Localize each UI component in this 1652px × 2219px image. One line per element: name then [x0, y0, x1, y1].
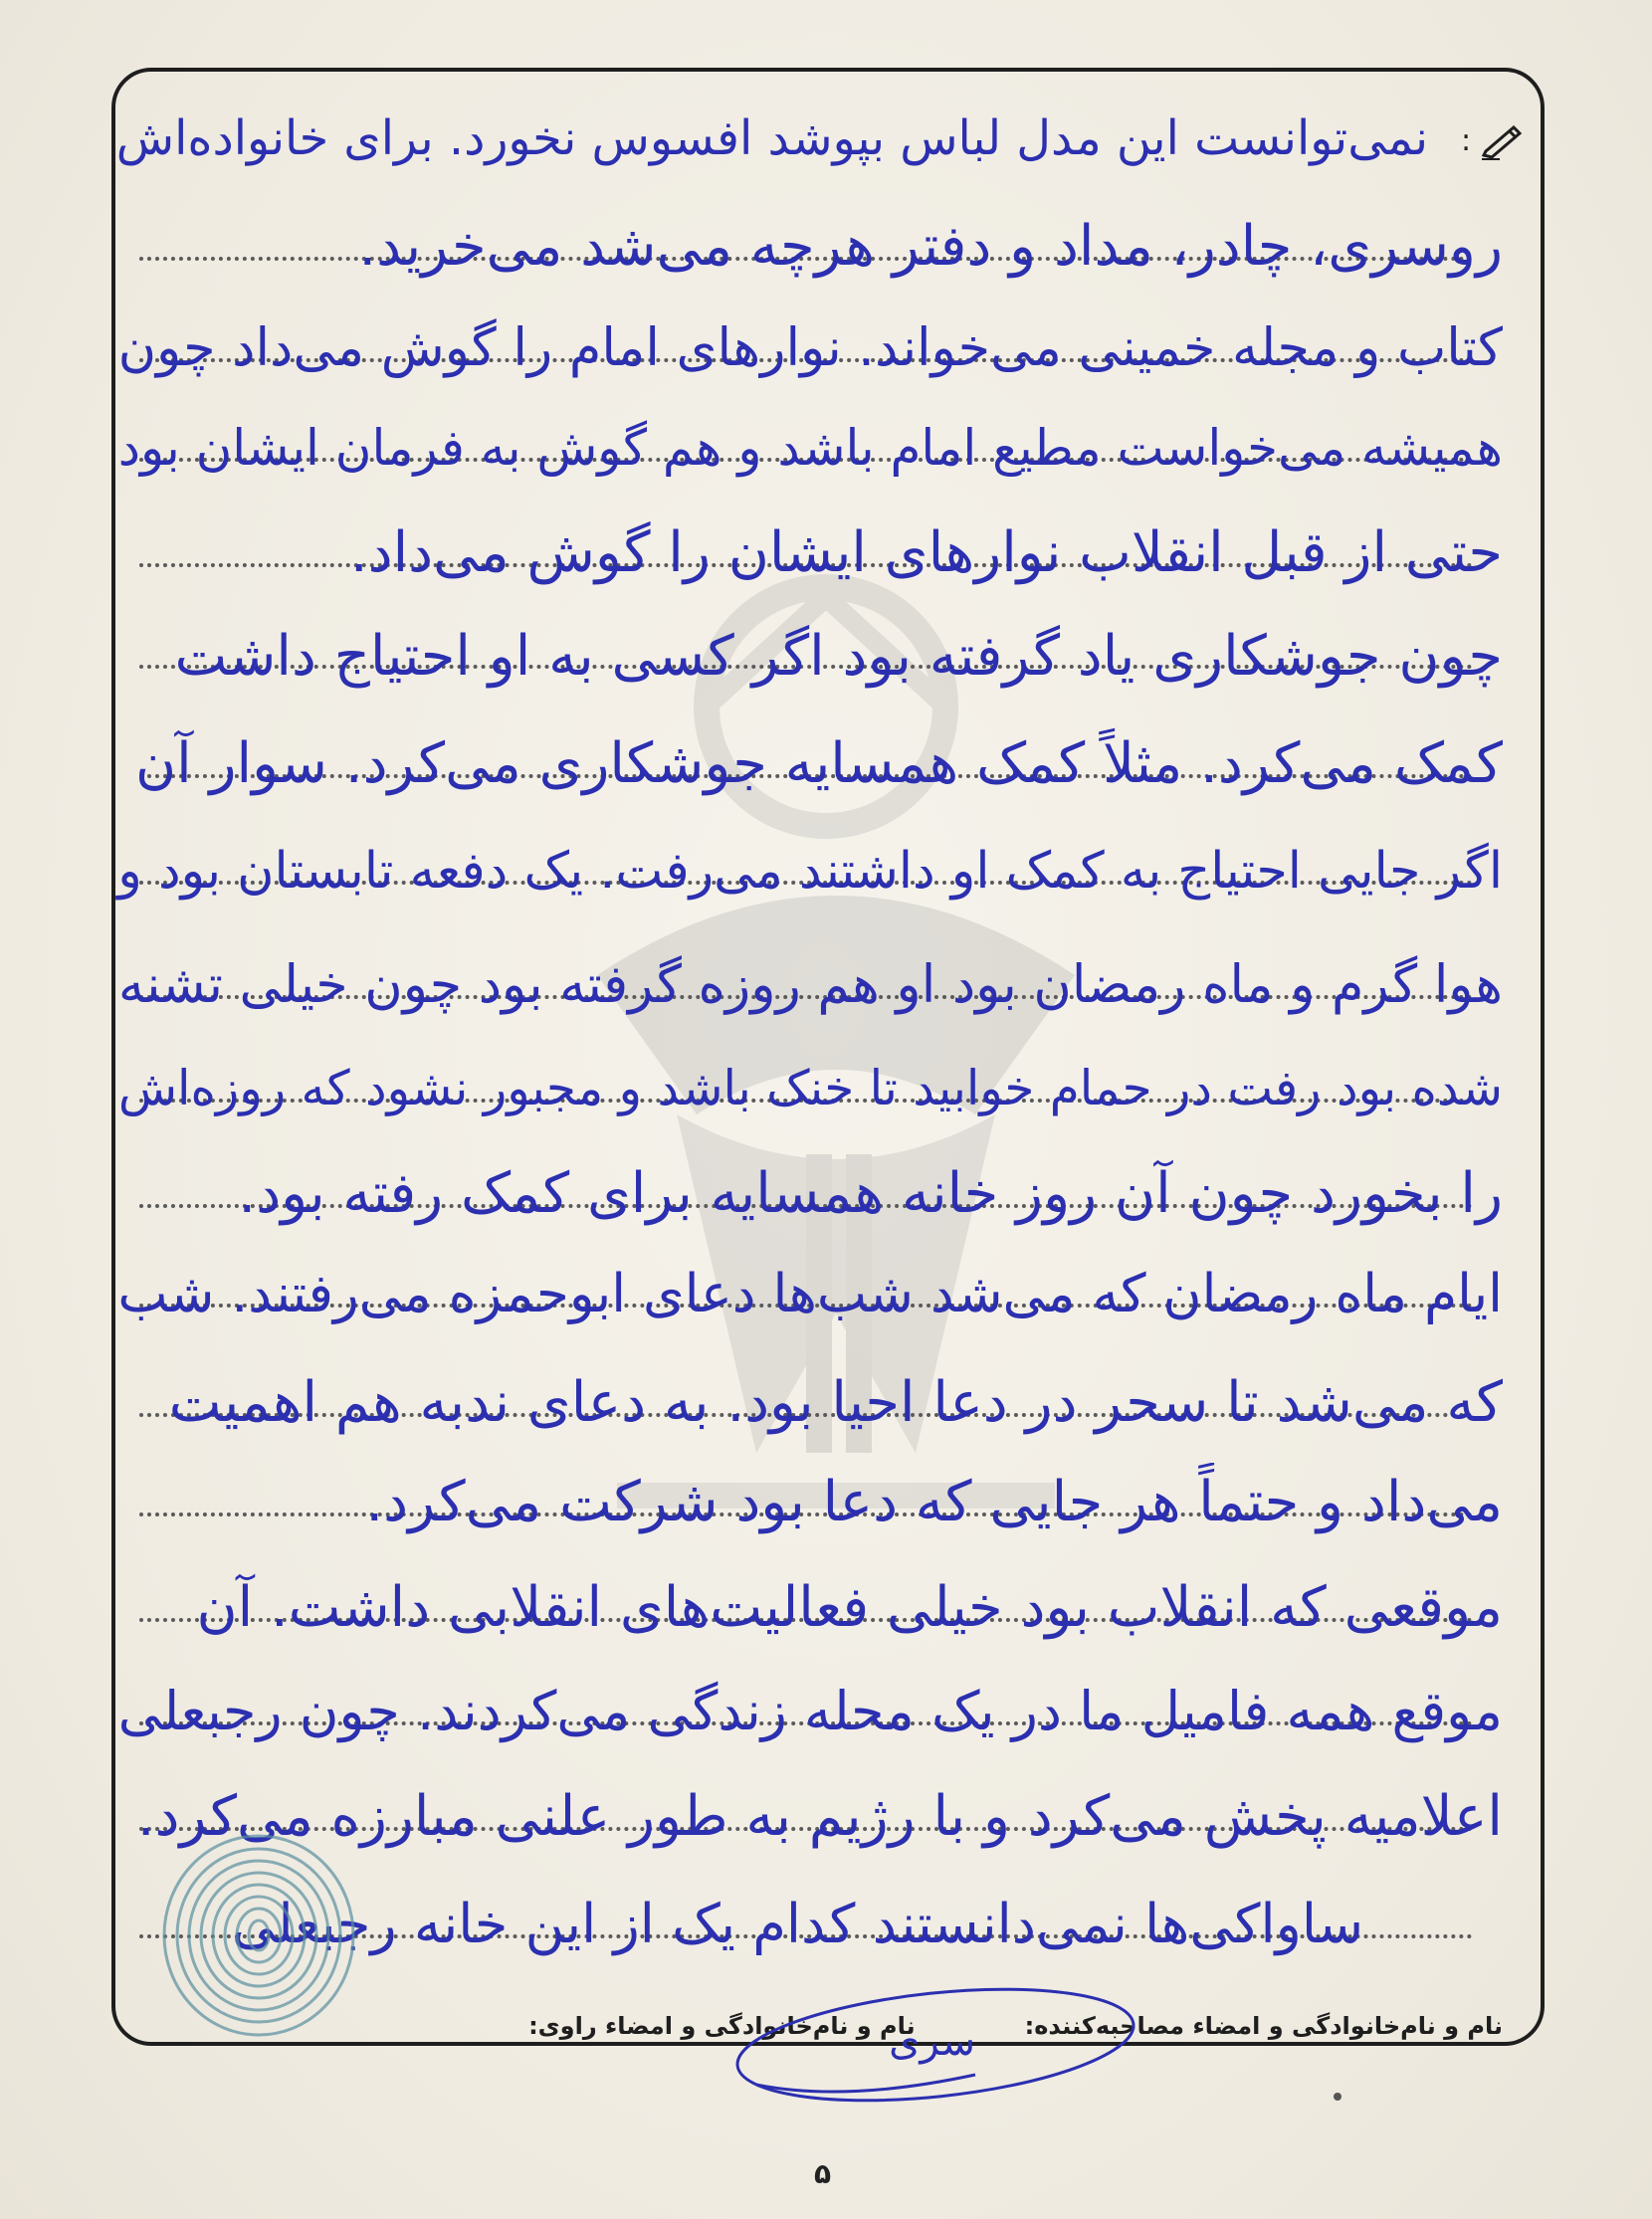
- handwritten-line: موقعی که انقلاب بود خیلی فعالیت‌های انقلابی داشت. آن: [196, 1575, 1503, 1640]
- handwritten-line: کتاب و مجله خمینی می‌خواند. نوارهای امام را گوش می‌داد چون: [117, 317, 1503, 378]
- signature: [726, 1975, 1144, 2105]
- handwritten-line: ساواکی‌ها نمی‌دانستند کدام یک از این خانه رجبعلی: [231, 1893, 1363, 1955]
- dot-mark: [1334, 2093, 1342, 2101]
- interviewer-label: نام و نام‌خانوادگی و امضاء مصاحبه‌کننده:: [1024, 2012, 1503, 2040]
- handwritten-line: روسری، چادر، مداد و دفتر هرچه می‌شد می‌خرید.: [358, 214, 1503, 279]
- handwritten-line: شده بود رفت در حمام خوابید تا خنک باشد و مجبور نشود که روزه‌اش: [117, 1061, 1503, 1116]
- handwritten-line: ایام ماه رمضان که می‌شد شب‌ها دعای ابوحمزه می‌رفتند. شب: [117, 1262, 1503, 1324]
- handwritten-line: حتی از قبل انقلاب نوارهای ایشان را گوش می‌داد.: [349, 520, 1503, 585]
- pencil-icon: [1480, 125, 1526, 161]
- handwritten-line: نمی‌توانست این مدل لباس بپوشد افسوس نخورد. برای خانواده‌اش: [115, 111, 1428, 166]
- signature-text: سری: [889, 2019, 975, 2065]
- narrator-label: نام و نام‌خانوادگی و امضاء راوی:: [528, 2012, 916, 2040]
- handwritten-line: چون جوشکاری یاد گرفته بود اگر کسی به او احتیاج داشت: [174, 624, 1503, 689]
- handwritten-line: کمک می‌کرد. مثلاً کمک همسایه جوشکاری می‌کرد. سوار آن: [135, 731, 1503, 796]
- handwritten-line: همیشه می‌خواست مطیع امام باشد و هم گوش به فرمان ایشان بود: [117, 419, 1503, 477]
- handwritten-line: اگر جایی احتیاج به کمک او داشتند می‌رفت. یک دفعه تابستان بود و: [117, 841, 1503, 900]
- pencil-colon: :: [1461, 123, 1472, 158]
- handwritten-line: اعلامیه پخش می‌کرد و با رژیم به طور علنی مبارزه می‌کرد.: [136, 1784, 1503, 1849]
- handwritten-line: که می‌شد تا سحر در دعا احیا بود. به دعای ندبه هم اهمیت: [168, 1370, 1503, 1435]
- fingerprint: [149, 1821, 368, 2040]
- handwritten-line: را بخورد چون آن روز خانه همسایه برای کمک رفته بود.: [238, 1161, 1503, 1226]
- handwritten-line: هوا گرم و ماه رمضان بود او هم روزه گرفته بود چون خیلی تشنه: [117, 954, 1503, 1015]
- page-number: ۵: [814, 2157, 832, 2190]
- handwritten-line: می‌داد و حتماً هر جایی که دعا بود شرکت می‌کرد.: [365, 1470, 1503, 1534]
- handwritten-line: موقع همه فامیل ما در یک محله زندگی می‌کردند. چون رجبعلی: [117, 1680, 1503, 1742]
